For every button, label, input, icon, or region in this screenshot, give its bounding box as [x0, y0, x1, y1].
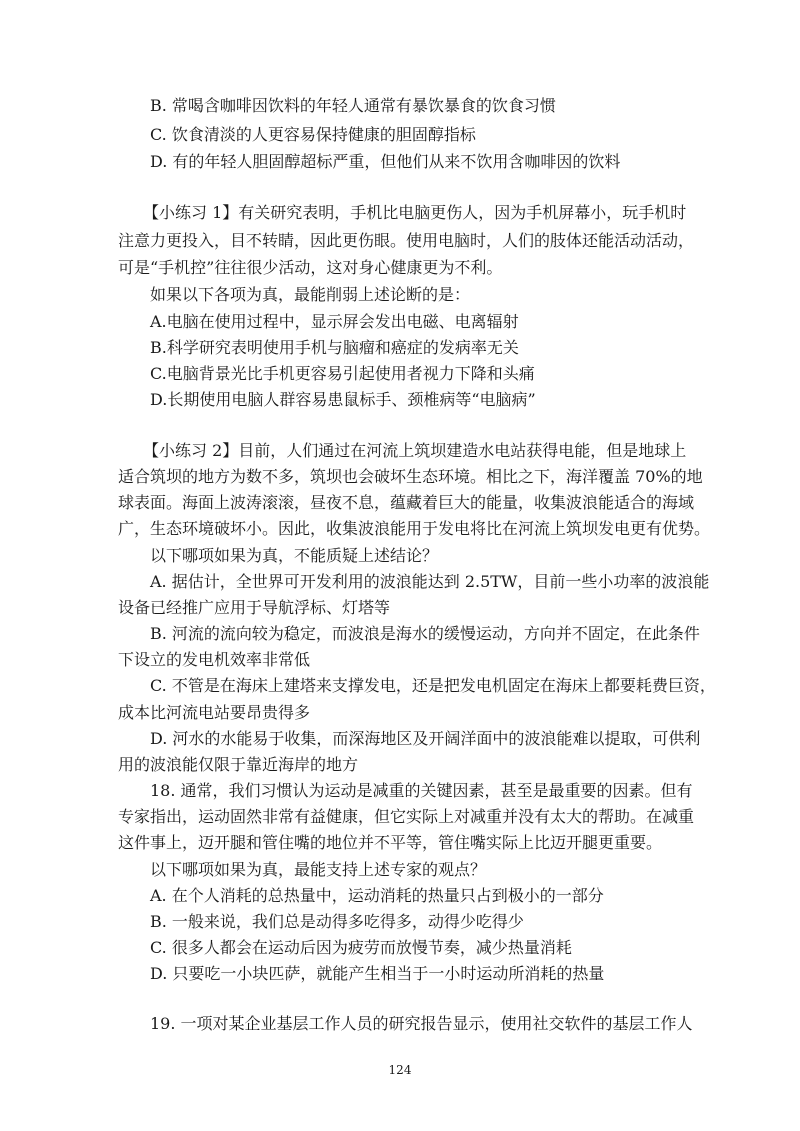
q18-passage-line: 18. 通常，我们习惯认为运动是减重的关键因素，甚至是最重要的因素。但有 [150, 781, 693, 800]
practice1-option-a: A.电脑在使用过程中，显示屏会发出电磁、电离辐射 [150, 312, 519, 331]
q18-question: 以下哪项如果为真，最能支持上述专家的观点？ [150, 860, 487, 879]
practice2-option-c-cont: 成本比河流电站要昂贵得多 [118, 703, 311, 722]
top-option-b: B. 常喝含咖啡因饮料的年轻人通常有暴饮暴食的饮食习惯 [150, 96, 556, 115]
q18-option-a: A. 在个人消耗的总热量中，运动消耗的热量只占到极小的一部分 [150, 886, 604, 905]
q19-first-line: 19. 一项对某企业基层工作人员的研究报告显示，使用社交软件的基层工作人 [150, 1014, 693, 1033]
practice1-option-b: B.科学研究表明使用手机与脑瘤和癌症的发病率无关 [150, 338, 519, 357]
practice2-option-b-cont: 下设立的发电机效率非常低 [118, 650, 311, 669]
q18-passage-line: 专家指出，运动固然非常有益健康，但它实际上对减重并没有太大的帮助。在减重 [118, 807, 695, 826]
top-option-c: C. 饮食清淡的人更容易保持健康的胆固醇指标 [150, 125, 476, 144]
q18-option-b: B. 一般来说，我们总是动得多吃得多，动得少吃得少 [150, 912, 524, 931]
practice2-passage-line: 【小练习 2】目前，人们通过在河流上筑坝建造水电站获得电能，但是地球上 [143, 441, 687, 460]
practice2-option-a: A. 据估计，全世界可开发利用的波浪能达到 2.5TW，目前一些小功率的波浪能 [150, 572, 710, 591]
practice1-option-d: D.长期使用电脑人群容易患鼠标手、颈椎病等“电脑病” [150, 390, 536, 409]
practice2-passage-line: 适合筑坝的地方为数不多，筑坝也会破坏生态环境。相比之下，海洋覆盖 70%的地 [118, 467, 703, 486]
practice1-passage-line: 可是“手机控”往往很少活动，这对身心健康更为不利。 [118, 258, 503, 277]
practice2-option-b: B. 河流的流向较为稳定，而波浪是海水的缓慢运动，方向并不固定，在此条件 [150, 624, 700, 643]
page-number: 124 [388, 1063, 412, 1077]
practice2-option-c: C. 不管是在海床上建塔来支撑发电，还是把发电机固定在海床上都要耗费巨资， [150, 676, 716, 695]
practice1-question: 如果以下各项为真，最能削弱上述论断的是： [150, 285, 471, 304]
q18-option-d: D. 只要吃一小块匹萨，就能产生相当于一小时运动所消耗的热量 [150, 964, 605, 983]
q18-passage-line: 这件事上，迈开腿和管住嘴的地位并不平等，管住嘴实际上比迈开腿更重要。 [118, 833, 663, 852]
practice2-question: 以下哪项如果为真，不能质疑上述结论？ [150, 546, 439, 565]
practice2-passage-line: 球表面。海面上波涛滚滚，昼夜不息，蕴藏着巨大的能量，收集波浪能适合的海域 [118, 493, 695, 512]
practice1-passage-line: 注意力更投入，目不转睛，因此更伤眼。使用电脑时，人们的肢体还能活动活动， [118, 231, 695, 250]
q18-option-c: C. 很多人都会在运动后因为疲劳而放慢节奏，减少热量消耗 [150, 938, 572, 957]
practice1-option-c: C.电脑背景光比手机更容易引起使用者视力下降和头痛 [150, 364, 535, 383]
practice2-option-d-cont: 用的波浪能仅限于靠近海岸的地方 [118, 755, 359, 774]
practice2-passage-line: 广，生态环境破坏小。因此，收集波浪能用于发电将比在河流上筑坝发电更有优势。 [118, 519, 711, 538]
practice2-option-a-cont: 设备已经推广应用于导航浮标、灯塔等 [118, 598, 391, 617]
practice1-passage-line: 【小练习 1】有关研究表明，手机比电脑更伤人，因为手机屏幕小，玩手机时 [143, 203, 687, 222]
top-option-d: D. 有的年轻人胆固醇超标严重，但他们从来不饮用含咖啡因的饮料 [150, 152, 621, 171]
practice2-option-d: D. 河水的水能易于收集，而深海地区及开阔洋面中的波浪能难以提取，可供利 [150, 729, 701, 748]
